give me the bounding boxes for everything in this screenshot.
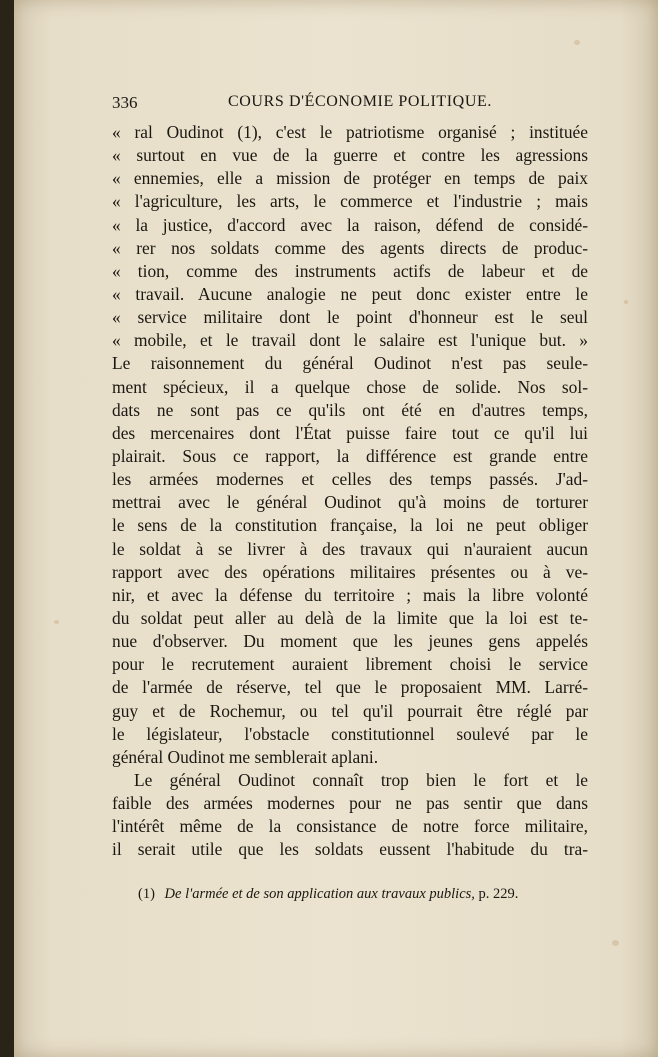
page-number: 336 (112, 93, 138, 112)
text-line: plairait. Sous ce rapport, la différence est grande entre (112, 445, 588, 466)
foxing-spot (54, 620, 59, 624)
text-line: le législateur, l'obstacle constitutionnel soulevé par le (112, 723, 588, 744)
text-line: « surtout en vue de la guerre et contre les agressions (112, 145, 588, 166)
text-line: dats ne sont pas ce qu'ils ont été en d'autres temps, (112, 399, 588, 420)
text-line: Le général Oudinot connaît trop bien le fort et le (134, 769, 588, 790)
text-line: il serait utile que les soldats eussent l'habitude du tra- (112, 839, 588, 860)
running-header (112, 93, 590, 115)
text-line: guy et de Rochemur, ou tel qu'il pourrait être réglé par (112, 700, 588, 721)
text-line: « travail. Aucune analogie ne peut donc exister entre le (112, 283, 588, 304)
foxing-spot (612, 940, 619, 946)
foxing-spot (624, 300, 628, 304)
footnote-marker: (1) (138, 886, 155, 902)
text-line: des mercenaires dont l'État puisse faire tout ce qu'il lui (112, 422, 588, 443)
text-line: « service militaire dont le point d'honneur est le seul (112, 307, 588, 328)
text-line: faible des armées modernes pour ne pas sentir que dans (112, 793, 588, 814)
text-line: mettrai avec le général Oudinot qu'à moins de torturer (112, 492, 588, 513)
text-line: le sens de la constitution française, la loi ne peut obliger (112, 515, 588, 536)
text-line: nir, et avec la défense du territoire ; mais la libre volonté (112, 584, 588, 605)
text-line: du soldat peut aller au delà de la limite que la loi est te- (112, 607, 588, 628)
footnote-title: De l'armée et de son application aux travaux publics, (164, 886, 475, 902)
text-line: « tion, comme des instruments actifs de labeur et de (112, 260, 588, 281)
foxing-spot (574, 40, 580, 45)
footnote (138, 886, 598, 903)
text-line: nue d'observer. Du moment que les jeunes gens appelés (112, 631, 588, 652)
text-line: le soldat à se livrer à des travaux qui n'auraient aucun (112, 538, 588, 559)
body-text (112, 121, 588, 862)
text-line: « rer nos soldats comme des agents directs de produc- (112, 237, 588, 258)
text-line: ment spécieux, il a quelque chose de solide. Nos sol- (112, 376, 588, 397)
text-line: pour le recrutement auraient librement choisi le service (112, 654, 588, 675)
text-line: de l'armée de réserve, tel que le proposaient MM. Larré- (112, 677, 588, 698)
text-line: les armées modernes et celles des temps passés. J'ad- (112, 469, 588, 490)
text-line: « l'agriculture, les arts, le commerce et l'industrie ; mais (112, 191, 588, 212)
text-line: général Oudinot me semblerait aplani. (112, 746, 379, 767)
text-line: « ennemies, elle a mission de protéger en temps de paix (112, 168, 588, 189)
text-line: « mobile, et le travail dont le salaire est l'unique but. » (112, 330, 588, 351)
text-line: « la justice, d'accord avec la raison, défend de considé- (112, 214, 588, 235)
text-line: Le raisonnement du général Oudinot n'est pas seule- (112, 353, 588, 374)
text-line: « ral Oudinot (1), c'est le patriotisme organisé ; instituée (112, 122, 588, 142)
text-line: rapport avec des opérations militaires présentes ou à ve- (112, 561, 588, 582)
footnote-page-ref: p. 229. (478, 886, 519, 902)
running-title: COURS D'ÉCONOMIE POLITIQUE. (228, 93, 492, 110)
text-line: l'intérêt même de la consistance de notre force militaire, (112, 816, 588, 837)
